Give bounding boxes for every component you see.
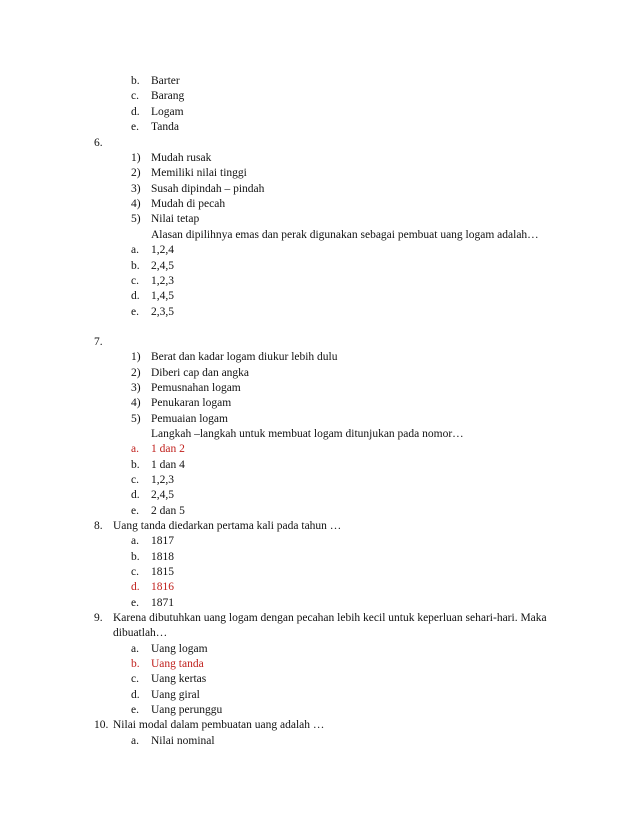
- option-text: 1,2,4: [151, 244, 174, 256]
- option-label: d.: [131, 290, 140, 302]
- option-label: e.: [131, 704, 139, 716]
- statement-label: 2): [131, 367, 141, 379]
- question-prompt: Langkah –langkah untuk membuat logam ditunjukan pada nomor…: [151, 428, 464, 440]
- statement-text: Mudah rusak: [151, 152, 212, 164]
- option-text: Nilai nominal: [151, 735, 215, 747]
- question-text-continued: dibuatlah…: [113, 627, 168, 639]
- statement-text: Pemusnahan logam: [151, 382, 241, 394]
- option-label: c.: [131, 275, 139, 287]
- statement-text: Penukaran logam: [151, 397, 232, 409]
- statement-text: Berat dan kadar logam diukur lebih dulu: [151, 351, 338, 363]
- option-label: e.: [131, 597, 139, 609]
- option-text: Uang perunggu: [151, 704, 223, 716]
- option-label: b.: [131, 260, 140, 272]
- option-text: Uang logam: [151, 643, 208, 655]
- option-text: 1 dan 4: [151, 459, 185, 471]
- option-label: c.: [131, 474, 139, 486]
- statement-label: 1): [131, 351, 141, 363]
- question-prompt: Alasan dipilihnya emas dan perak digunakan sebagai pembuat uang logam adalah…: [151, 229, 539, 241]
- option-label: c.: [131, 90, 139, 102]
- statement-label: 5): [131, 413, 141, 425]
- question-number-7: 7.: [94, 336, 103, 348]
- option-label: c.: [131, 566, 139, 578]
- question-number-6: 6.: [94, 137, 103, 149]
- statement-text: Susah dipindah – pindah: [151, 183, 265, 195]
- statement-label: 4): [131, 397, 141, 409]
- option-label: a.: [131, 535, 139, 547]
- option-text: 2 dan 5: [151, 505, 185, 517]
- question-number-10: 10.: [94, 719, 109, 731]
- option-text: 1871: [151, 597, 174, 609]
- option-text: Logam: [151, 106, 184, 118]
- option-label: a.: [131, 735, 139, 747]
- statement-label: 5): [131, 213, 141, 225]
- question-number-9: 9.: [94, 612, 103, 624]
- option-text: Tanda: [151, 121, 179, 133]
- option-label: e.: [131, 505, 139, 517]
- option-label: d.: [131, 106, 140, 118]
- question-number-8: 8.: [94, 520, 103, 532]
- option-text: 1,2,3: [151, 474, 174, 486]
- option-text: 1817: [151, 535, 174, 547]
- statement-text: Mudah di pecah: [151, 198, 226, 210]
- option-label: d.: [131, 489, 140, 501]
- option-label: b.: [131, 551, 140, 563]
- option-text: Uang kertas: [151, 673, 207, 685]
- option-label: d.: [131, 689, 140, 701]
- option-label: a.: [131, 244, 139, 256]
- option-label: c.: [131, 673, 139, 685]
- option-text: 1818: [151, 551, 174, 563]
- option-label: a.: [131, 643, 139, 655]
- option-label: e.: [131, 306, 139, 318]
- option-label-answer: d.: [131, 581, 140, 593]
- option-label-answer: b.: [131, 658, 140, 670]
- option-label: e.: [131, 121, 139, 133]
- option-text-answer: Uang tanda: [151, 658, 204, 670]
- option-text: Barang: [151, 90, 185, 102]
- option-label: b.: [131, 75, 140, 87]
- option-text-answer: 1816: [151, 581, 174, 593]
- option-text: 2,4,5: [151, 260, 174, 272]
- question-text: Karena dibutuhkan uang logam dengan pecahan lebih kecil untuk keperluan sehari-hari. Maka: [113, 612, 547, 624]
- statement-label: 2): [131, 167, 141, 179]
- statement-label: 3): [131, 183, 141, 195]
- statement-text: Memiliki nilai tinggi: [151, 167, 247, 179]
- option-label: b.: [131, 459, 140, 471]
- option-text: 2,4,5: [151, 489, 174, 501]
- option-text: 1815: [151, 566, 174, 578]
- statement-label: 4): [131, 198, 141, 210]
- option-text: 1,4,5: [151, 290, 174, 302]
- option-label-answer: a.: [131, 443, 139, 455]
- option-text-answer: 1 dan 2: [151, 443, 185, 455]
- option-text: 2,3,5: [151, 306, 174, 318]
- statement-text: Pemuaian logam: [151, 413, 228, 425]
- option-text: Uang giral: [151, 689, 200, 701]
- question-text: Uang tanda diedarkan pertama kali pada tahun …: [113, 520, 342, 532]
- statement-label: 1): [131, 152, 141, 164]
- statement-text: Diberi cap dan angka: [151, 367, 250, 379]
- option-text: Barter: [151, 75, 180, 87]
- option-text: 1,2,3: [151, 275, 174, 287]
- question-text: Nilai modal dalam pembuatan uang adalah …: [113, 719, 325, 731]
- statement-text: Nilai tetap: [151, 213, 200, 225]
- statement-label: 3): [131, 382, 141, 394]
